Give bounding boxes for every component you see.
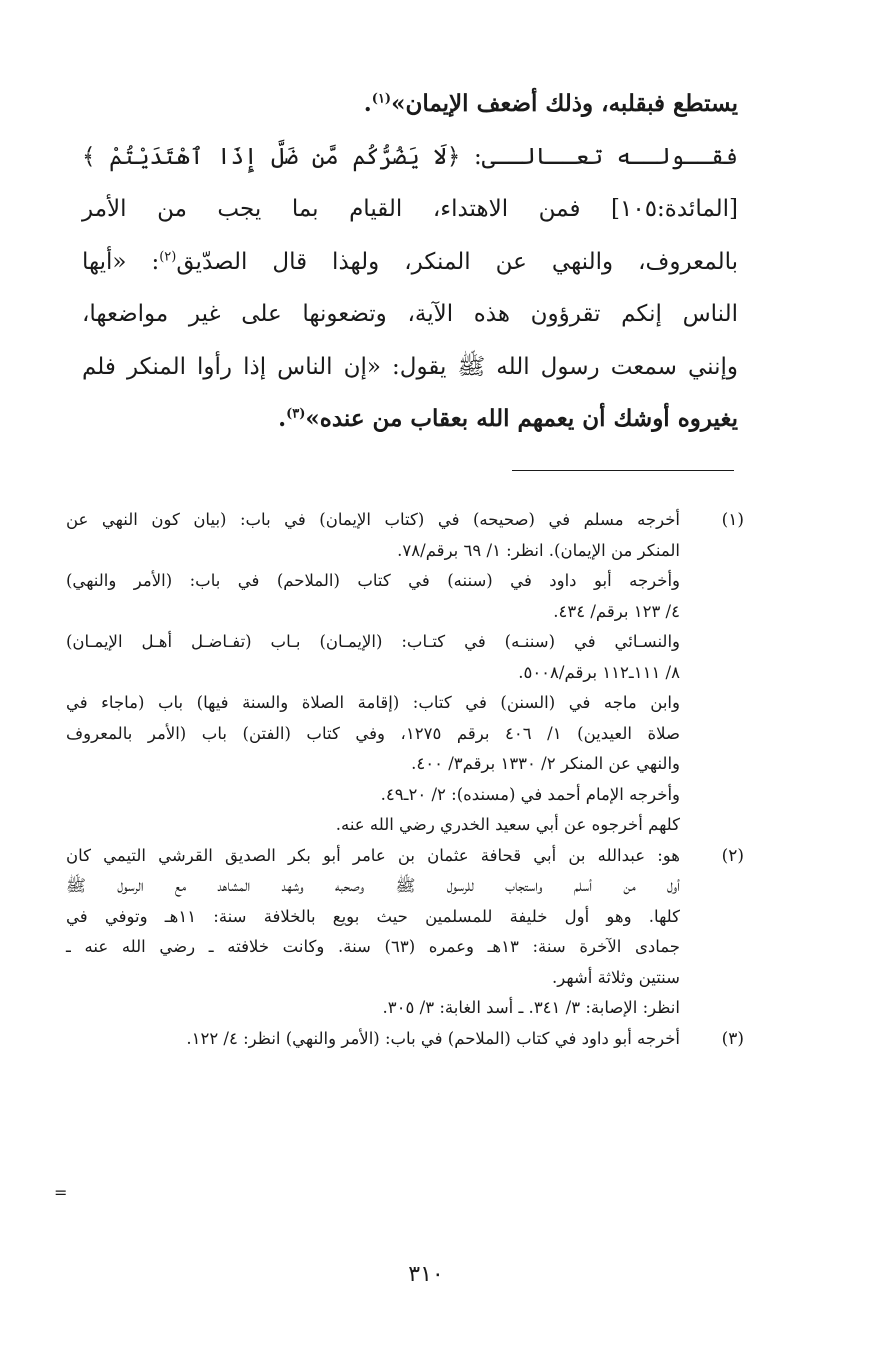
footnote-line: ٤/ ١٢٣ برقم/ ٤٣٤. [553, 601, 680, 621]
footnotes [66, 505, 744, 1054]
footnote-number: (٢) [721, 845, 744, 866]
footnote-line: المنكر من الإيمان). انظر: ١/ ٦٩ برقم/٧٨. [397, 540, 680, 560]
footnote-line: وأخرجه أبو داود في (سننه) في كتاب (الملاحم) في باب: (الأمر والنهي) [66, 571, 680, 590]
footnote-text [66, 841, 680, 1024]
footnote-number: (٣) [721, 1028, 744, 1049]
footnote [66, 841, 744, 1024]
footnote [66, 505, 744, 841]
footnote-line: والنهي عن المنكر ٢/ ١٣٣٠ برقم٣/ ٤٠٠. [411, 754, 680, 773]
page-number: ٣١٠ [408, 1262, 444, 1287]
footnote-line: كلهم أخرجوه عن أبي سعيد الخدري رضي الله عنه. [335, 815, 680, 834]
footnote-line: جمادى الآخرة سنة: ١٣هـ وعمره (٦٣) سنة. وكانت خلافته ـ رضي الله عنه ـ [66, 937, 680, 956]
main-text [82, 78, 738, 446]
footnote-number: (١) [721, 510, 744, 530]
main-line-5: الناس إنكم تقرؤون هذه الآية، وتضعونها على غير مواضعها، [82, 301, 738, 327]
main-line-4: بالمعروف، والنهي عن المنكر، ولهذا قال الصدّيق$^{(٢)}$: «أيها [82, 248, 738, 275]
main-line-7: يغيروه أوشك أن يعمهم الله بعقاب من عنده»$^{(٣)}$. [278, 405, 738, 432]
main-line-1: يستطع فبقلبه، وذلك أضعف الإيمان»$^{(١)}$. [363, 90, 738, 117]
margin-mark: = [54, 1183, 68, 1202]
footnote-text [66, 1024, 680, 1055]
footnote-line: صلاة العيدين) ١/ ٤٠٦ برقم ١٢٧٥، وفي كتاب (الفتن) باب (الأمر بالمعروف [66, 723, 680, 743]
footnote [66, 1024, 744, 1055]
footnote-line: وأخرجه الإمام أحمد في (مسنده): ٢/ ٢٠ـ٤٩. [380, 784, 680, 804]
footnote-line: انظر: الإصابة: ٣/ ٣٤١. ـ أسد الغابة: ٣/ ٣٠٥. [382, 998, 680, 1017]
footnote-line: هو: عبدالله بن أبي قحافة عثمان بن عامر أبو بكر الصديق القرشي التيمي كان [66, 845, 680, 865]
main-line-6: وإنني سمعت رسول الله ﷺ يقول: «إن الناس إذا رأوا المنكر فلم [82, 353, 738, 380]
footnote-line: ٨/ ١١١ـ١١٢ برقم/٥٠٠٨. [518, 662, 680, 682]
footnote-line: أول من أسلم واستجاب للرسول ﷺ وصحبه وشهد المشاهد مع الرسول ﷺ [66, 876, 680, 895]
footnote-line: سنتين وثلاثة أشهر. [551, 967, 680, 987]
footnote-line: وابن ماجه في (السنن) في كتاب: (إقامة الصلاة والسنة فيها) باب (ماجاء في [66, 693, 680, 712]
footnote-separator [512, 470, 734, 471]
footnote-line: والنسـائي في (سننـه) في كتـاب: (الإيمـان) بـاب (تفـاضـل أهـل الإيمـان) [66, 632, 680, 651]
footnote-line: أخرجه مسلم في (صحيحه) في (كتاب الإيمان) في باب: (بيان كون النهي عن [66, 510, 680, 529]
main-line-3: [المائدة:١٠٥] فمن الاهتداء، القيام بما يجب من الأمر [82, 196, 738, 222]
main-line-2: فقــولــه تعــالــى: ﴿لَا يَضُرُّكُم مَّن ضَلَّ إِذَا ٱهْتَدَيْتُمْ ﴾ [82, 143, 738, 170]
footnote-text [66, 505, 680, 841]
footnote-line: كلها. وهو أول خليفة للمسلمين حيث بويع بالخلافة سنة: ١١هـ وتوفي في [66, 906, 680, 926]
footnote-line: أخرجه أبو داود في كتاب (الملاحم) في باب: (الأمر والنهي) انظر: ٤/ ١٢٢. [186, 1028, 680, 1048]
